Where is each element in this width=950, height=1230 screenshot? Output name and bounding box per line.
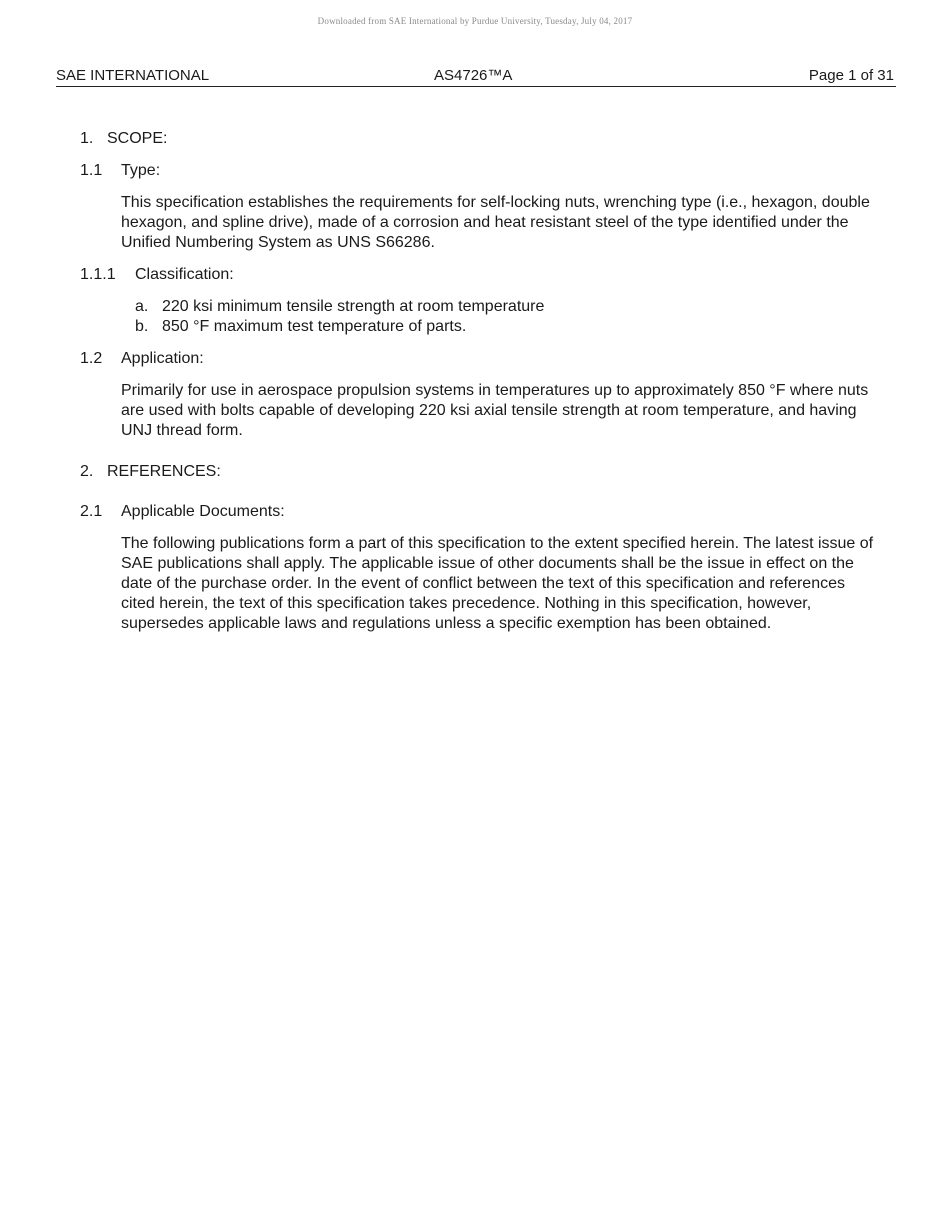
section-number: 1.1.1: [80, 266, 116, 283]
document-body: [80, 129, 880, 634]
list-item: [135, 317, 880, 337]
section-number: 2.: [80, 463, 94, 480]
section-title: SCOPE:: [107, 130, 168, 147]
section-number: 2.1: [80, 503, 103, 520]
header-document-id: AS4726™A: [434, 67, 513, 84]
list-item-letter: b.: [135, 318, 149, 335]
section-title: Applicable Documents:: [121, 503, 285, 520]
section-title: REFERENCES:: [107, 463, 221, 480]
section-title: Type:: [121, 162, 161, 179]
section-type-heading: [80, 161, 880, 181]
section-applicable-documents-heading: [80, 502, 880, 522]
section-references-heading: [80, 462, 880, 482]
header-organization: SAE INTERNATIONAL: [56, 67, 210, 84]
section-scope-heading: [80, 129, 880, 149]
list-item-letter: a.: [135, 298, 149, 315]
type-paragraph: This specification establishes the requirements for self-locking nuts, wrenching type (i.e., hexagon, double hexagon, and spline drive), made of a corrosion and heat resistant steel of the type identified under the Unified Numbering System as UNS S66286.: [121, 194, 870, 251]
section-application-heading: [80, 349, 880, 369]
header-page-number: Page 1 of 31: [808, 67, 894, 84]
section-classification-heading: [80, 265, 880, 285]
applicable-documents-paragraph: The following publications form a part of this specification to the extent specified herein. The latest issue of SAE publications shall apply. The applicable issue of other documents shall be the issue in effect on the date of the purchase order. In the event of conflict between the text of this specification and references cited herein, the text of this specification takes precedence. Nothing in this specification, however, supersedes applicable laws and regulations unless a specific exemption has been obtained.: [121, 535, 874, 632]
download-watermark: Downloaded from SAE International by Purdue University, Tuesday, July 04, 2017: [317, 16, 633, 26]
section-title: Application:: [121, 350, 204, 367]
list-item-text: 220 ksi minimum tensile strength at room temperature: [162, 298, 545, 315]
section-number: 1.: [80, 130, 94, 147]
list-item-text: 850 °F maximum test temperature of parts.: [162, 318, 467, 335]
section-title: Classification:: [135, 266, 234, 283]
application-paragraph: Primarily for use in aerospace propulsion systems in temperatures up to approximately 850 °F where nuts are used with bolts capable of developing 220 ksi axial tensile strength at room temperature, and having UNJ thread form.: [121, 382, 869, 439]
section-number: 1.2: [80, 350, 103, 367]
page-header: [56, 66, 896, 87]
section-number: 1.1: [80, 162, 103, 179]
list-item: [135, 297, 880, 317]
